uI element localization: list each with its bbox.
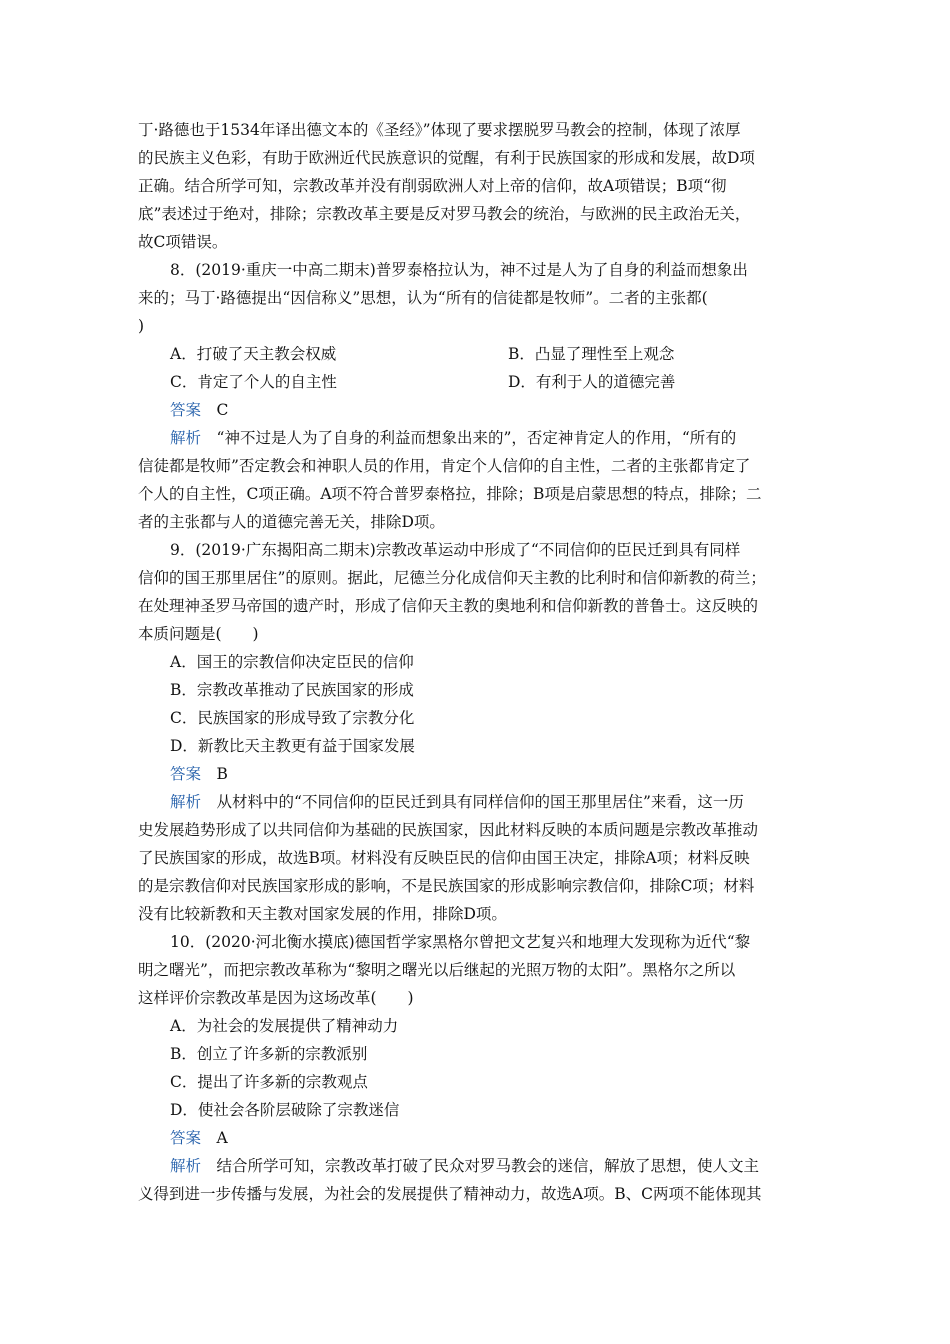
q8-analysis-line: 个人的自主性，C项正确。A项不符合普罗泰格拉，排除；B项是启蒙思想的特点，排除；二 <box>138 485 762 503</box>
q9-stem-line: 9．(2019·广东揭阳高二期末)宗教改革运动中形成了“不同信仰的臣民迁到具有同样 <box>170 541 741 559</box>
answer-value: B <box>216 765 228 783</box>
intro-line: 的民族主义色彩，有助于欧洲近代民族意识的觉醒，有利于民族国家的形成和发展，故D项 <box>138 149 755 167</box>
analysis-label: 解析 <box>170 1157 202 1175</box>
q10-option-b: B．创立了许多新的宗教派别 <box>170 1045 368 1063</box>
analysis-label: 解析 <box>170 793 202 811</box>
analysis-label: 解析 <box>170 429 202 447</box>
q9-analysis-line: 的是宗教信仰对民族国家形成的影响，不是民族国家的形成影响宗教信仰，排除C项；材料 <box>138 877 755 895</box>
q10-option-c: C．提出了许多新的宗教观点 <box>170 1073 368 1091</box>
q8-option-c: C．肯定了个人的自主性 <box>170 373 337 391</box>
q8-stem-line: 来的；马丁·路德提出“因信称义”思想，认为“所有的信徒都是牧师”。二者的主张都( <box>138 289 708 307</box>
q10-analysis <box>170 1155 759 1177</box>
q10-answer <box>170 1127 228 1149</box>
q8-option-d: D．有利于人的道德完善 <box>508 373 676 391</box>
intro-line: 底”表述过于绝对，排除；宗教改革主要是反对罗马教会的统治，与欧洲的民主政治无关， <box>138 205 751 223</box>
analysis-text: “神不过是人为了自身的利益而想象出来的”，否定神肯定人的作用，“所有的 <box>216 429 737 447</box>
q8-analysis <box>170 427 736 449</box>
q8-analysis-line: 者的主张都与人的道德完善无关，排除D项。 <box>138 513 445 531</box>
analysis-text: 结合所学可知，宗教改革打破了民众对罗马教会的迷信，解放了思想，使人文主 <box>216 1157 760 1175</box>
q8-option-a: A．打破了天主教会权威 <box>170 345 337 363</box>
answer-value: C <box>216 401 229 419</box>
q9-analysis <box>170 791 744 813</box>
q9-analysis-line: 没有比较新教和天主教对国家发展的作用，排除D项。 <box>138 905 507 923</box>
q9-option-c: C．民族国家的形成导致了宗教分化 <box>170 709 415 727</box>
q10-analysis-line: 义得到进一步传播与发展，为社会的发展提供了精神动力，故选A项。B、C两项不能体现其 <box>138 1185 762 1203</box>
q9-analysis-line: 史发展趋势形成了以共同信仰为基础的民族国家，因此材料反映的本质问题是宗教改革推动 <box>138 821 759 839</box>
answer-value: A <box>216 1129 228 1147</box>
q8-answer <box>170 399 228 421</box>
intro-line: 丁·路德也于1534年译出德文本的《圣经》”体现了要求摆脱罗马教会的控制，体现了浓厚 <box>138 121 741 139</box>
q8-option-b: B．凸显了理性至上观念 <box>508 345 675 363</box>
q9-option-b: B．宗教改革推动了民族国家的形成 <box>170 681 414 699</box>
q9-stem-line: 信仰的国王那里居住”的原则。据此，尼德兰分化成信仰天主教的比利时和信仰新教的荷兰； <box>138 569 766 587</box>
q10-stem-line: 10．(2020·河北衡水摸底)德国哲学家黑格尔曾把文艺复兴和地理大发现称为近代“黎 <box>170 933 751 951</box>
intro-line: 故C项错误。 <box>138 233 228 251</box>
q10-stem-line: 明之曙光”，而把宗教改革称为“黎明之曙光以后继起的光照万物的太阳”。黑格尔之所以 <box>138 961 736 979</box>
answer-label: 答案 <box>170 401 202 419</box>
q9-answer <box>170 763 228 785</box>
q9-stem-line: 本质问题是( ) <box>138 625 259 643</box>
q9-stem-line: 在处理神圣罗马帝国的遗产时，形成了信仰天主教的奥地利和信仰新教的普鲁士。这反映的 <box>138 597 759 615</box>
q8-stem-line: 8．(2019·重庆一中高二期末)普罗泰格拉认为，神不过是人为了自身的利益而想象出 <box>170 261 748 279</box>
q10-stem-line: 这样评价宗教改革是因为这场改革( ) <box>138 989 414 1007</box>
q10-option-d: D．使社会各阶层破除了宗教迷信 <box>170 1101 400 1119</box>
analysis-text: 从材料中的“不同信仰的臣民迁到具有同样信仰的国王那里居住”来看，这一历 <box>216 793 744 811</box>
q10-option-a: A．为社会的发展提供了精神动力 <box>170 1017 399 1035</box>
answer-label: 答案 <box>170 1129 202 1147</box>
intro-line: 正确。结合所学可知，宗教改革并没有削弱欧洲人对上帝的信仰，故A项错误；B项“彻 <box>138 177 727 195</box>
q9-option-a: A．国王的宗教信仰决定臣民的信仰 <box>170 653 414 671</box>
q8-stem-line: ) <box>138 317 145 335</box>
q8-analysis-line: 信徒都是牧师”否定教会和神职人员的作用，肯定个人信仰的自主性，二者的主张都肯定了 <box>138 457 751 475</box>
q9-option-d: D．新教比天主教更有益于国家发展 <box>170 737 415 755</box>
q9-analysis-line: 了民族国家的形成，故选B项。材料没有反映臣民的信仰由国王决定，排除A项；材料反映 <box>138 849 750 867</box>
answer-label: 答案 <box>170 765 202 783</box>
